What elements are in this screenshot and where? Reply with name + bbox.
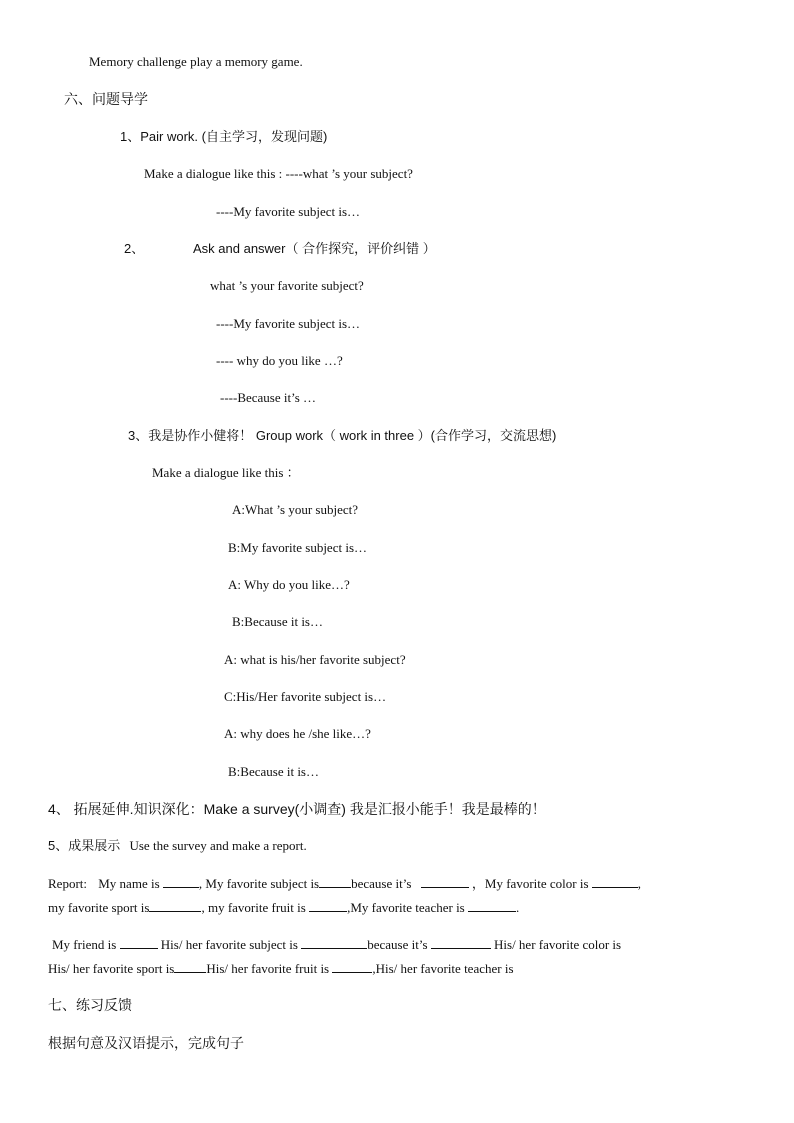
friend-blank[interactable] <box>120 936 158 949</box>
step-2-line: what ’s your favorite subject? <box>210 278 364 293</box>
step-3-dialogue-intro: Make a dialogue like this ： <box>152 465 300 480</box>
step-2-number: 2、 <box>124 241 145 256</box>
dialogue-line: B:My favorite subject is… <box>228 540 368 555</box>
step-2-line: ---- why do you like …? <box>216 353 343 368</box>
section-6-heading: 六、问题导学 <box>64 91 148 107</box>
step-1-reply: ----My favorite subject is… <box>216 204 361 219</box>
dialogue-line: C:His/Her favorite subject is… <box>224 689 387 704</box>
reason-blank[interactable] <box>421 875 469 888</box>
report-text: because it’s <box>351 876 412 891</box>
report-text: My name is <box>98 876 160 891</box>
report-text: . <box>516 900 520 915</box>
dialogue-line: A:What ’s your subject? <box>232 502 358 517</box>
color-blank[interactable] <box>592 875 638 888</box>
report-text: ，My favorite color is <box>471 876 589 891</box>
step-5-label: 5、成果展示 <box>48 838 121 853</box>
report-text: , <box>637 876 642 891</box>
fruit-blank[interactable] <box>309 899 347 912</box>
section-7-heading: 七、练习反馈 <box>48 997 132 1013</box>
teacher-blank[interactable] <box>468 899 516 912</box>
friend-sport-blank[interactable] <box>174 960 206 973</box>
report-line-3 <box>52 933 621 957</box>
report-text: ,My favorite teacher is <box>347 900 465 915</box>
dialogue-line: A: what is his/her favorite subject? <box>224 652 406 667</box>
step-3-title: 3、我是协作小健将！ Group work（ work in three ）(合作学习，交流思想) <box>128 428 557 443</box>
report-line-4 <box>48 957 514 981</box>
report-text: , <box>201 900 205 915</box>
step-2-line: ----Because it’s … <box>220 390 317 405</box>
report-text: My friend is <box>52 937 117 952</box>
step-1-dialogue-intro: Make a dialogue like this : ----what ’s your subject? <box>144 166 413 181</box>
dialogue-line: A: why does he /she like…? <box>224 726 371 741</box>
sport-blank[interactable] <box>149 899 201 912</box>
report-text: because it’s <box>367 937 428 952</box>
friend-fruit-blank[interactable] <box>332 960 372 973</box>
report-text: My favorite subject is <box>205 876 320 891</box>
report-text: His/ her favorite color is <box>494 937 622 952</box>
report-text: , <box>198 876 203 891</box>
step-5-text: Use the survey and make a report. <box>129 838 307 853</box>
report-text: His/ her favorite fruit is <box>206 961 330 976</box>
dialogue-line: A: Why do you like…? <box>228 577 350 592</box>
dialogue-line: B:Because it is… <box>228 764 319 779</box>
report-line-1 <box>48 872 641 896</box>
report-text: ,His/ her favorite teacher is <box>372 961 514 976</box>
step-1-title: 1、Pair work. (自主学习，发现问题) <box>120 129 328 144</box>
name-blank[interactable] <box>163 875 199 888</box>
friend-reason-blank[interactable] <box>431 936 491 949</box>
step-2-line: ----My favorite subject is… <box>216 316 361 331</box>
intro-line: Memory challenge play a memory game. <box>89 54 303 69</box>
subject-blank[interactable] <box>319 875 351 888</box>
dialogue-line: B:Because it is… <box>232 614 323 629</box>
report-text: His/ her favorite sport is <box>48 961 175 976</box>
report-label: Report: <box>48 876 87 891</box>
report-text: my favorite fruit is <box>207 900 306 915</box>
step-5-line <box>48 838 307 854</box>
report-text: His/ her favorite subject is <box>160 937 298 952</box>
section-7-instruction: 根据句意及汉语提示，完成句子 <box>48 1035 244 1051</box>
step-4-line: 4、 拓展延伸.知识深化：Make a survey(小调查) 我是汇报小能手！我是最棒的！ <box>48 801 546 817</box>
step-2-title: Ask and answer（ 合作探究，评价纠错 ） <box>193 241 436 256</box>
report-text: my favorite sport is <box>48 900 150 915</box>
report-line-2 <box>48 896 519 920</box>
friend-subject-blank[interactable] <box>301 936 367 949</box>
